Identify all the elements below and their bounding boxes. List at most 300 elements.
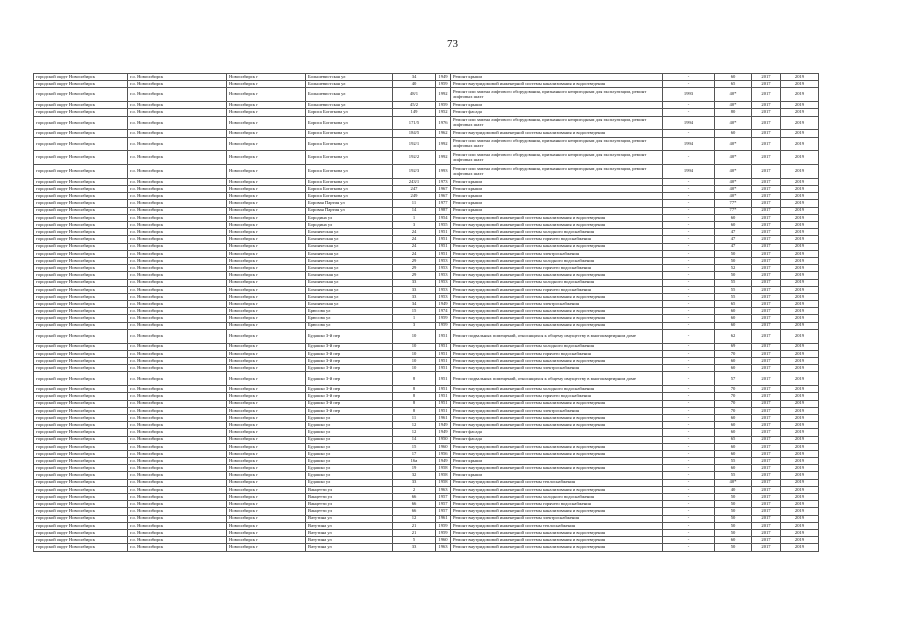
cell-house: 33 [393, 544, 436, 551]
cell-house: 192/3 [393, 165, 436, 179]
table-row [34, 414, 819, 421]
cell-settlement: г.о. Новосибирск [128, 222, 227, 229]
cell-house: 66 [393, 494, 436, 501]
table-row [34, 407, 819, 414]
cell-commissioning-year: - [663, 407, 715, 414]
cell-start-year: 2017 [752, 116, 781, 130]
cell-street: Бориса Богаткова ул [306, 193, 393, 200]
cell-start-year: 2017 [752, 465, 781, 472]
cell-locality: Новосибирск г [227, 494, 306, 501]
table-row [34, 293, 819, 300]
cell-work-type: Ремонт внутридомовой инженерной системы канализования и водоотведения [451, 214, 663, 221]
cell-year: 1957 [436, 494, 451, 501]
cell-locality: Новосибирск г [227, 407, 306, 414]
cell-commissioning-year: - [663, 229, 715, 236]
cell-street: Бородина ул [306, 222, 393, 229]
table-row [34, 236, 819, 243]
cell-work-type: Ремонт внутридомовой инженерной системы горячего водоснабжения [451, 393, 663, 400]
cell-end-year: 2019 [781, 472, 819, 479]
cell-locality: Новосибирск г [227, 200, 306, 207]
cell-street: Бориса Богаткова ул [306, 186, 393, 193]
cell-year: 1951 [436, 393, 451, 400]
cell-street: Будашко 3-й пер [306, 393, 393, 400]
cell-municipality: городской округ Новосибирск [34, 81, 128, 88]
cell-municipality: городской округ Новосибирск [34, 358, 128, 365]
cell-end-year: 2019 [781, 207, 819, 214]
cell-wear-percent: 77* [715, 207, 752, 214]
cell-end-year: 2019 [781, 265, 819, 272]
cell-work-type: Ремонт крыши [451, 193, 663, 200]
cell-street: Бориса Богаткова ул [306, 116, 393, 130]
cell-commissioning-year: - [663, 130, 715, 137]
cell-end-year: 2019 [781, 200, 819, 207]
cell-end-year: 2019 [781, 109, 819, 116]
cell-start-year: 2017 [752, 515, 781, 522]
table-row [34, 74, 819, 81]
cell-wear-percent: 60 [715, 322, 752, 329]
cell-work-type: Ремонт внутридомовой инженерной системы электроснабжения [451, 407, 663, 414]
cell-street: Бохинческая ул [306, 301, 393, 308]
cell-start-year: 2017 [752, 301, 781, 308]
cell-end-year: 2019 [781, 486, 819, 493]
cell-locality: Новосибирск г [227, 130, 306, 137]
cell-settlement: г.о. Новосибирск [128, 279, 227, 286]
register-table [33, 73, 819, 552]
table-row [34, 436, 819, 443]
cell-house: 192/2 [393, 151, 436, 165]
cell-house: 14 [393, 436, 436, 443]
cell-end-year: 2019 [781, 515, 819, 522]
cell-wear-percent: 69 [715, 343, 752, 350]
cell-street: Будашко ул [306, 443, 393, 450]
cell-locality: Новосибирск г [227, 472, 306, 479]
cell-end-year: 2019 [781, 151, 819, 165]
cell-locality: Новосибирск г [227, 272, 306, 279]
cell-municipality: городской округ Новосибирск [34, 537, 128, 544]
table-body [34, 74, 819, 552]
cell-house: 24 [393, 229, 436, 236]
cell-house: 192/1 [393, 137, 436, 151]
cell-year: 1959 [436, 315, 451, 322]
cell-commissioning-year: - [663, 343, 715, 350]
cell-commissioning-year: - [663, 414, 715, 421]
cell-work-type: Ремонт внутридомовой инженерной системы канализования и водоотведения [451, 422, 663, 429]
cell-settlement: г.о. Новосибирск [128, 229, 227, 236]
cell-settlement: г.о. Новосибирск [128, 236, 227, 243]
cell-end-year: 2019 [781, 88, 819, 102]
cell-locality: Новосибирск г [227, 279, 306, 286]
cell-commissioning-year: - [663, 450, 715, 457]
cell-commissioning-year: 1994 [663, 165, 715, 179]
cell-street: Бориса Богаткова ул [306, 151, 393, 165]
cell-street: Брюсова ул [306, 315, 393, 322]
cell-locality: Новосибирск г [227, 88, 306, 102]
cell-municipality: городской округ Новосибирск [34, 494, 128, 501]
cell-work-type: Ремонт или замена лифтового оборудования, признанного непригодным для эксплуатации, ремонт лифтовых шахт [451, 116, 663, 130]
cell-start-year: 2017 [752, 102, 781, 109]
cell-work-type: Ремонт внутридомовой инженерной системы канализования и водоотведения [451, 508, 663, 515]
cell-municipality: городской округ Новосибирск [34, 443, 128, 450]
cell-wear-percent: 55 [715, 293, 752, 300]
cell-municipality: городской округ Новосибирск [34, 414, 128, 421]
cell-end-year: 2019 [781, 522, 819, 529]
cell-wear-percent: 47 [715, 236, 752, 243]
cell-work-type: Ремонт внутридомовой инженерной системы канализования и водоотведения [451, 529, 663, 536]
cell-year: 1956 [436, 450, 451, 457]
cell-commissioning-year: - [663, 308, 715, 315]
cell-start-year: 2017 [752, 443, 781, 450]
cell-wear-percent: 40* [715, 137, 752, 151]
cell-settlement: г.о. Новосибирск [128, 329, 227, 343]
cell-end-year: 2019 [781, 343, 819, 350]
cell-street: Будашко 3-й пер [306, 358, 393, 365]
table-row [34, 265, 819, 272]
cell-work-type: Ремонт или замена лифтового оборудования, признанного непригодным для эксплуатации, ремонт лифтовых шахт [451, 137, 663, 151]
cell-end-year: 2019 [781, 279, 819, 286]
table-row [34, 279, 819, 286]
cell-municipality: городской округ Новосибирск [34, 243, 128, 250]
cell-locality: Новосибирск г [227, 102, 306, 109]
cell-work-type: Ремонт или замена лифтового оборудования, признанного непригодным для эксплуатации, ремонт лифтовых шахт [451, 151, 663, 165]
cell-commissioning-year: - [663, 537, 715, 544]
cell-settlement: г.о. Новосибирск [128, 515, 227, 522]
cell-start-year: 2017 [752, 286, 781, 293]
cell-wear-percent: 52 [715, 265, 752, 272]
cell-commissioning-year: - [663, 81, 715, 88]
cell-end-year: 2019 [781, 130, 819, 137]
cell-year: 1961 [436, 515, 451, 522]
cell-wear-percent: 70 [715, 400, 752, 407]
cell-locality: Новосибирск г [227, 178, 306, 185]
cell-settlement: г.о. Новосибирск [128, 422, 227, 429]
cell-wear-percent: 50 [715, 250, 752, 257]
cell-house: 29 [393, 257, 436, 264]
cell-house: 24 [393, 243, 436, 250]
cell-end-year: 2019 [781, 116, 819, 130]
cell-start-year: 2017 [752, 414, 781, 421]
cell-settlement: г.о. Новосибирск [128, 116, 227, 130]
cell-settlement: г.о. Новосибирск [128, 193, 227, 200]
table-row [34, 116, 819, 130]
cell-settlement: г.о. Новосибирск [128, 486, 227, 493]
cell-start-year: 2017 [752, 494, 781, 501]
cell-end-year: 2019 [781, 257, 819, 264]
cell-end-year: 2019 [781, 350, 819, 357]
cell-settlement: г.о. Новосибирск [128, 365, 227, 372]
cell-year: 1953 [436, 265, 451, 272]
cell-municipality: городской округ Новосибирск [34, 501, 128, 508]
cell-work-type: Ремонт внутридомовой инженерной системы электроснабжения [451, 515, 663, 522]
cell-work-type: Ремонт внутридомовой инженерной системы канализования и водоотведения [451, 272, 663, 279]
cell-municipality: городской округ Новосибирск [34, 286, 128, 293]
cell-settlement: г.о. Новосибирск [128, 322, 227, 329]
cell-commissioning-year: - [663, 515, 715, 522]
cell-house: 8 [393, 407, 436, 414]
cell-year: 1987 [436, 207, 451, 214]
cell-commissioning-year: - [663, 529, 715, 536]
cell-locality: Новосибирск г [227, 458, 306, 465]
table-row [34, 165, 819, 179]
cell-work-type: Ремонт подвальных помещений, относящихся к общему имуществу в многоквартирном доме [451, 329, 663, 343]
cell-house: 14 [393, 207, 436, 214]
cell-wear-percent: 60 [715, 365, 752, 372]
cell-street: Будашко ул [306, 465, 393, 472]
cell-locality: Новосибирск г [227, 81, 306, 88]
cell-municipality: городской округ Новосибирск [34, 422, 128, 429]
cell-wear-percent: 40* [715, 178, 752, 185]
cell-end-year: 2019 [781, 458, 819, 465]
cell-street: Ватутина ул [306, 522, 393, 529]
cell-start-year: 2017 [752, 400, 781, 407]
cell-house: 8 [393, 393, 436, 400]
cell-year: 1961 [436, 414, 451, 421]
table-row [34, 429, 819, 436]
cell-start-year: 2017 [752, 422, 781, 429]
cell-house: 33 [393, 279, 436, 286]
cell-year: 1951 [436, 365, 451, 372]
cell-wear-percent: 60 [715, 450, 752, 457]
cell-commissioning-year: - [663, 393, 715, 400]
cell-municipality: городской округ Новосибирск [34, 515, 128, 522]
cell-street: Будашко ул [306, 450, 393, 457]
cell-settlement: г.о. Новосибирск [128, 186, 227, 193]
cell-year: 1951 [436, 358, 451, 365]
cell-wear-percent: 60 [715, 130, 752, 137]
table-row [34, 243, 819, 250]
cell-commissioning-year: - [663, 315, 715, 322]
table-row [34, 308, 819, 315]
cell-locality: Новосибирск г [227, 214, 306, 221]
cell-end-year: 2019 [781, 74, 819, 81]
table-row [34, 515, 819, 522]
cell-commissioning-year: - [663, 322, 715, 329]
cell-work-type: Ремонт внутридомовой инженерной системы горячего водоснабжения [451, 265, 663, 272]
cell-work-type: Ремонт внутридомовой инженерной системы канализования и водоотведения [451, 450, 663, 457]
cell-municipality: городской округ Новосибирск [34, 293, 128, 300]
cell-work-type: Ремонт внутридомовой инженерной системы канализования и водоотведения [451, 465, 663, 472]
cell-wear-percent: 47 [715, 243, 752, 250]
cell-work-type: Ремонт внутридомовой инженерной системы канализования и водоотведения [451, 537, 663, 544]
cell-house: 48/1 [393, 88, 436, 102]
cell-start-year: 2017 [752, 243, 781, 250]
cell-street: Бориса Богаткова ул [306, 130, 393, 137]
table-row [34, 343, 819, 350]
cell-work-type: Ремонт внутридомовой инженерной системы холодного водоснабжения [451, 343, 663, 350]
cell-commissioning-year: - [663, 200, 715, 207]
cell-street: Ватутина ул [306, 529, 393, 536]
cell-commissioning-year: - [663, 279, 715, 286]
cell-commissioning-year: - [663, 250, 715, 257]
cell-municipality: городской округ Новосибирск [34, 472, 128, 479]
cell-end-year: 2019 [781, 137, 819, 151]
cell-work-type: Ремонт крыши [451, 102, 663, 109]
cell-commissioning-year: - [663, 501, 715, 508]
cell-end-year: 2019 [781, 229, 819, 236]
cell-street: Бохинческая ул [306, 286, 393, 293]
cell-municipality: городской округ Новосибирск [34, 88, 128, 102]
table-row [34, 214, 819, 221]
cell-end-year: 2019 [781, 236, 819, 243]
cell-work-type: Ремонт фасада [451, 109, 663, 116]
cell-year: 1959 [436, 529, 451, 536]
cell-municipality: городской округ Новосибирск [34, 236, 128, 243]
cell-locality: Новосибирск г [227, 186, 306, 193]
table-row [34, 151, 819, 165]
cell-end-year: 2019 [781, 400, 819, 407]
cell-work-type: Ремонт внутридомовой инженерной системы электроснабжения [451, 365, 663, 372]
cell-start-year: 2017 [752, 186, 781, 193]
table-row [34, 358, 819, 365]
cell-municipality: городской округ Новосибирск [34, 429, 128, 436]
cell-settlement: г.о. Новосибирск [128, 429, 227, 436]
cell-wear-percent: 55 [715, 279, 752, 286]
cell-wear-percent: 50 [715, 522, 752, 529]
cell-locality: Новосибирск г [227, 193, 306, 200]
cell-municipality: городской округ Новосибирск [34, 508, 128, 515]
cell-commissioning-year: - [663, 151, 715, 165]
cell-settlement: г.о. Новосибирск [128, 272, 227, 279]
cell-house: 3 [393, 322, 436, 329]
cell-wear-percent: 50 [715, 529, 752, 536]
table-row [34, 465, 819, 472]
cell-street: Будашко 3-й пер [306, 365, 393, 372]
cell-end-year: 2019 [781, 422, 819, 429]
table-row [34, 200, 819, 207]
cell-house: 33 [393, 286, 436, 293]
cell-end-year: 2019 [781, 272, 819, 279]
cell-settlement: г.о. Новосибирск [128, 293, 227, 300]
cell-commissioning-year: - [663, 472, 715, 479]
cell-municipality: городской округ Новосибирск [34, 200, 128, 207]
cell-work-type: Ремонт или замена лифтового оборудования, признанного непригодным для эксплуатации, ремонт лифтовых шахт [451, 88, 663, 102]
cell-end-year: 2019 [781, 436, 819, 443]
cell-start-year: 2017 [752, 151, 781, 165]
cell-end-year: 2019 [781, 214, 819, 221]
cell-end-year: 2019 [781, 393, 819, 400]
cell-start-year: 2017 [752, 365, 781, 372]
cell-start-year: 2017 [752, 529, 781, 536]
cell-municipality: городской округ Новосибирск [34, 116, 128, 130]
cell-locality: Новосибирск г [227, 414, 306, 421]
cell-commissioning-year: - [663, 286, 715, 293]
cell-commissioning-year: - [663, 74, 715, 81]
table-row [34, 501, 819, 508]
cell-house: 17 [393, 450, 436, 457]
cell-street: Бохинческая ул [306, 293, 393, 300]
cell-work-type: Ремонт внутридомовой инженерной системы канализования и водоотведения [451, 81, 663, 88]
cell-work-type: Ремонт внутридомовой инженерной системы канализования и водоотведения [451, 222, 663, 229]
cell-year: 1958 [436, 479, 451, 486]
cell-house: 12 [393, 422, 436, 429]
cell-year: 1949 [436, 301, 451, 308]
table-row [34, 222, 819, 229]
cell-locality: Новосибирск г [227, 479, 306, 486]
cell-year: 1951 [436, 343, 451, 350]
cell-street: Ванцетти ул [306, 501, 393, 508]
cell-commissioning-year: - [663, 193, 715, 200]
cell-street: Боровая Партия ул [306, 207, 393, 214]
register-table-container [33, 73, 819, 552]
cell-locality: Новосибирск г [227, 501, 306, 508]
cell-commissioning-year: - [663, 236, 715, 243]
cell-municipality: городской округ Новосибирск [34, 102, 128, 109]
cell-house: 29 [393, 265, 436, 272]
cell-end-year: 2019 [781, 479, 819, 486]
cell-street: Брюсова ул [306, 308, 393, 315]
cell-settlement: г.о. Новосибирск [128, 407, 227, 414]
cell-municipality: городской округ Новосибирск [34, 109, 128, 116]
cell-settlement: г.о. Новосибирск [128, 109, 227, 116]
table-row [34, 486, 819, 493]
cell-settlement: г.о. Новосибирск [128, 178, 227, 185]
cell-work-type: Ремонт внутридомовой инженерной системы канализования и водоотведения [451, 358, 663, 365]
cell-house: 10 [393, 350, 436, 357]
cell-year: 1959 [436, 522, 451, 529]
cell-wear-percent: 40* [715, 88, 752, 102]
table-row [34, 229, 819, 236]
cell-street: Большевистская ул [306, 102, 393, 109]
cell-wear-percent: 80 [715, 109, 752, 116]
cell-work-type: Ремонт внутридомовой инженерной системы канализования и водоотведения [451, 443, 663, 450]
cell-municipality: городской округ Новосибирск [34, 130, 128, 137]
cell-municipality: городской округ Новосибирск [34, 529, 128, 536]
cell-locality: Новосибирск г [227, 116, 306, 130]
table-row [34, 207, 819, 214]
cell-locality: Новосибирск г [227, 137, 306, 151]
cell-house: 33 [393, 479, 436, 486]
cell-municipality: городской округ Новосибирск [34, 522, 128, 529]
cell-locality: Новосибирск г [227, 286, 306, 293]
cell-locality: Новосибирск г [227, 165, 306, 179]
cell-house: 10 [393, 343, 436, 350]
table-row [34, 193, 819, 200]
cell-municipality: городской округ Новосибирск [34, 365, 128, 372]
cell-wear-percent: 50 [715, 494, 752, 501]
cell-start-year: 2017 [752, 200, 781, 207]
cell-house: 21 [393, 522, 436, 529]
cell-municipality: городской округ Новосибирск [34, 372, 128, 386]
cell-settlement: г.о. Новосибирск [128, 501, 227, 508]
cell-work-type: Ремонт крыши [451, 186, 663, 193]
cell-year: 1951 [436, 243, 451, 250]
cell-work-type: Ремонт крыши [451, 458, 663, 465]
cell-year: 1953 [436, 272, 451, 279]
cell-year: 1949 [436, 458, 451, 465]
cell-house: 11 [393, 200, 436, 207]
cell-settlement: г.о. Новосибирск [128, 400, 227, 407]
cell-wear-percent: 60 [715, 429, 752, 436]
table-row [34, 315, 819, 322]
cell-end-year: 2019 [781, 429, 819, 436]
cell-year: 1954 [436, 214, 451, 221]
cell-year: 1976 [436, 116, 451, 130]
cell-settlement: г.о. Новосибирск [128, 315, 227, 322]
cell-year: 1963 [436, 544, 451, 551]
cell-start-year: 2017 [752, 537, 781, 544]
table-row [34, 393, 819, 400]
cell-wear-percent: 65 [715, 436, 752, 443]
cell-street: Бохинческая ул [306, 257, 393, 264]
cell-street: Бохинческая ул [306, 272, 393, 279]
cell-street: Бохинческая ул [306, 250, 393, 257]
cell-commissioning-year: - [663, 243, 715, 250]
cell-wear-percent: 47 [715, 229, 752, 236]
cell-wear-percent: 60 [715, 315, 752, 322]
cell-year: 1955 [436, 222, 451, 229]
cell-street: Будашко ул [306, 458, 393, 465]
cell-locality: Новосибирск г [227, 343, 306, 350]
cell-start-year: 2017 [752, 522, 781, 529]
